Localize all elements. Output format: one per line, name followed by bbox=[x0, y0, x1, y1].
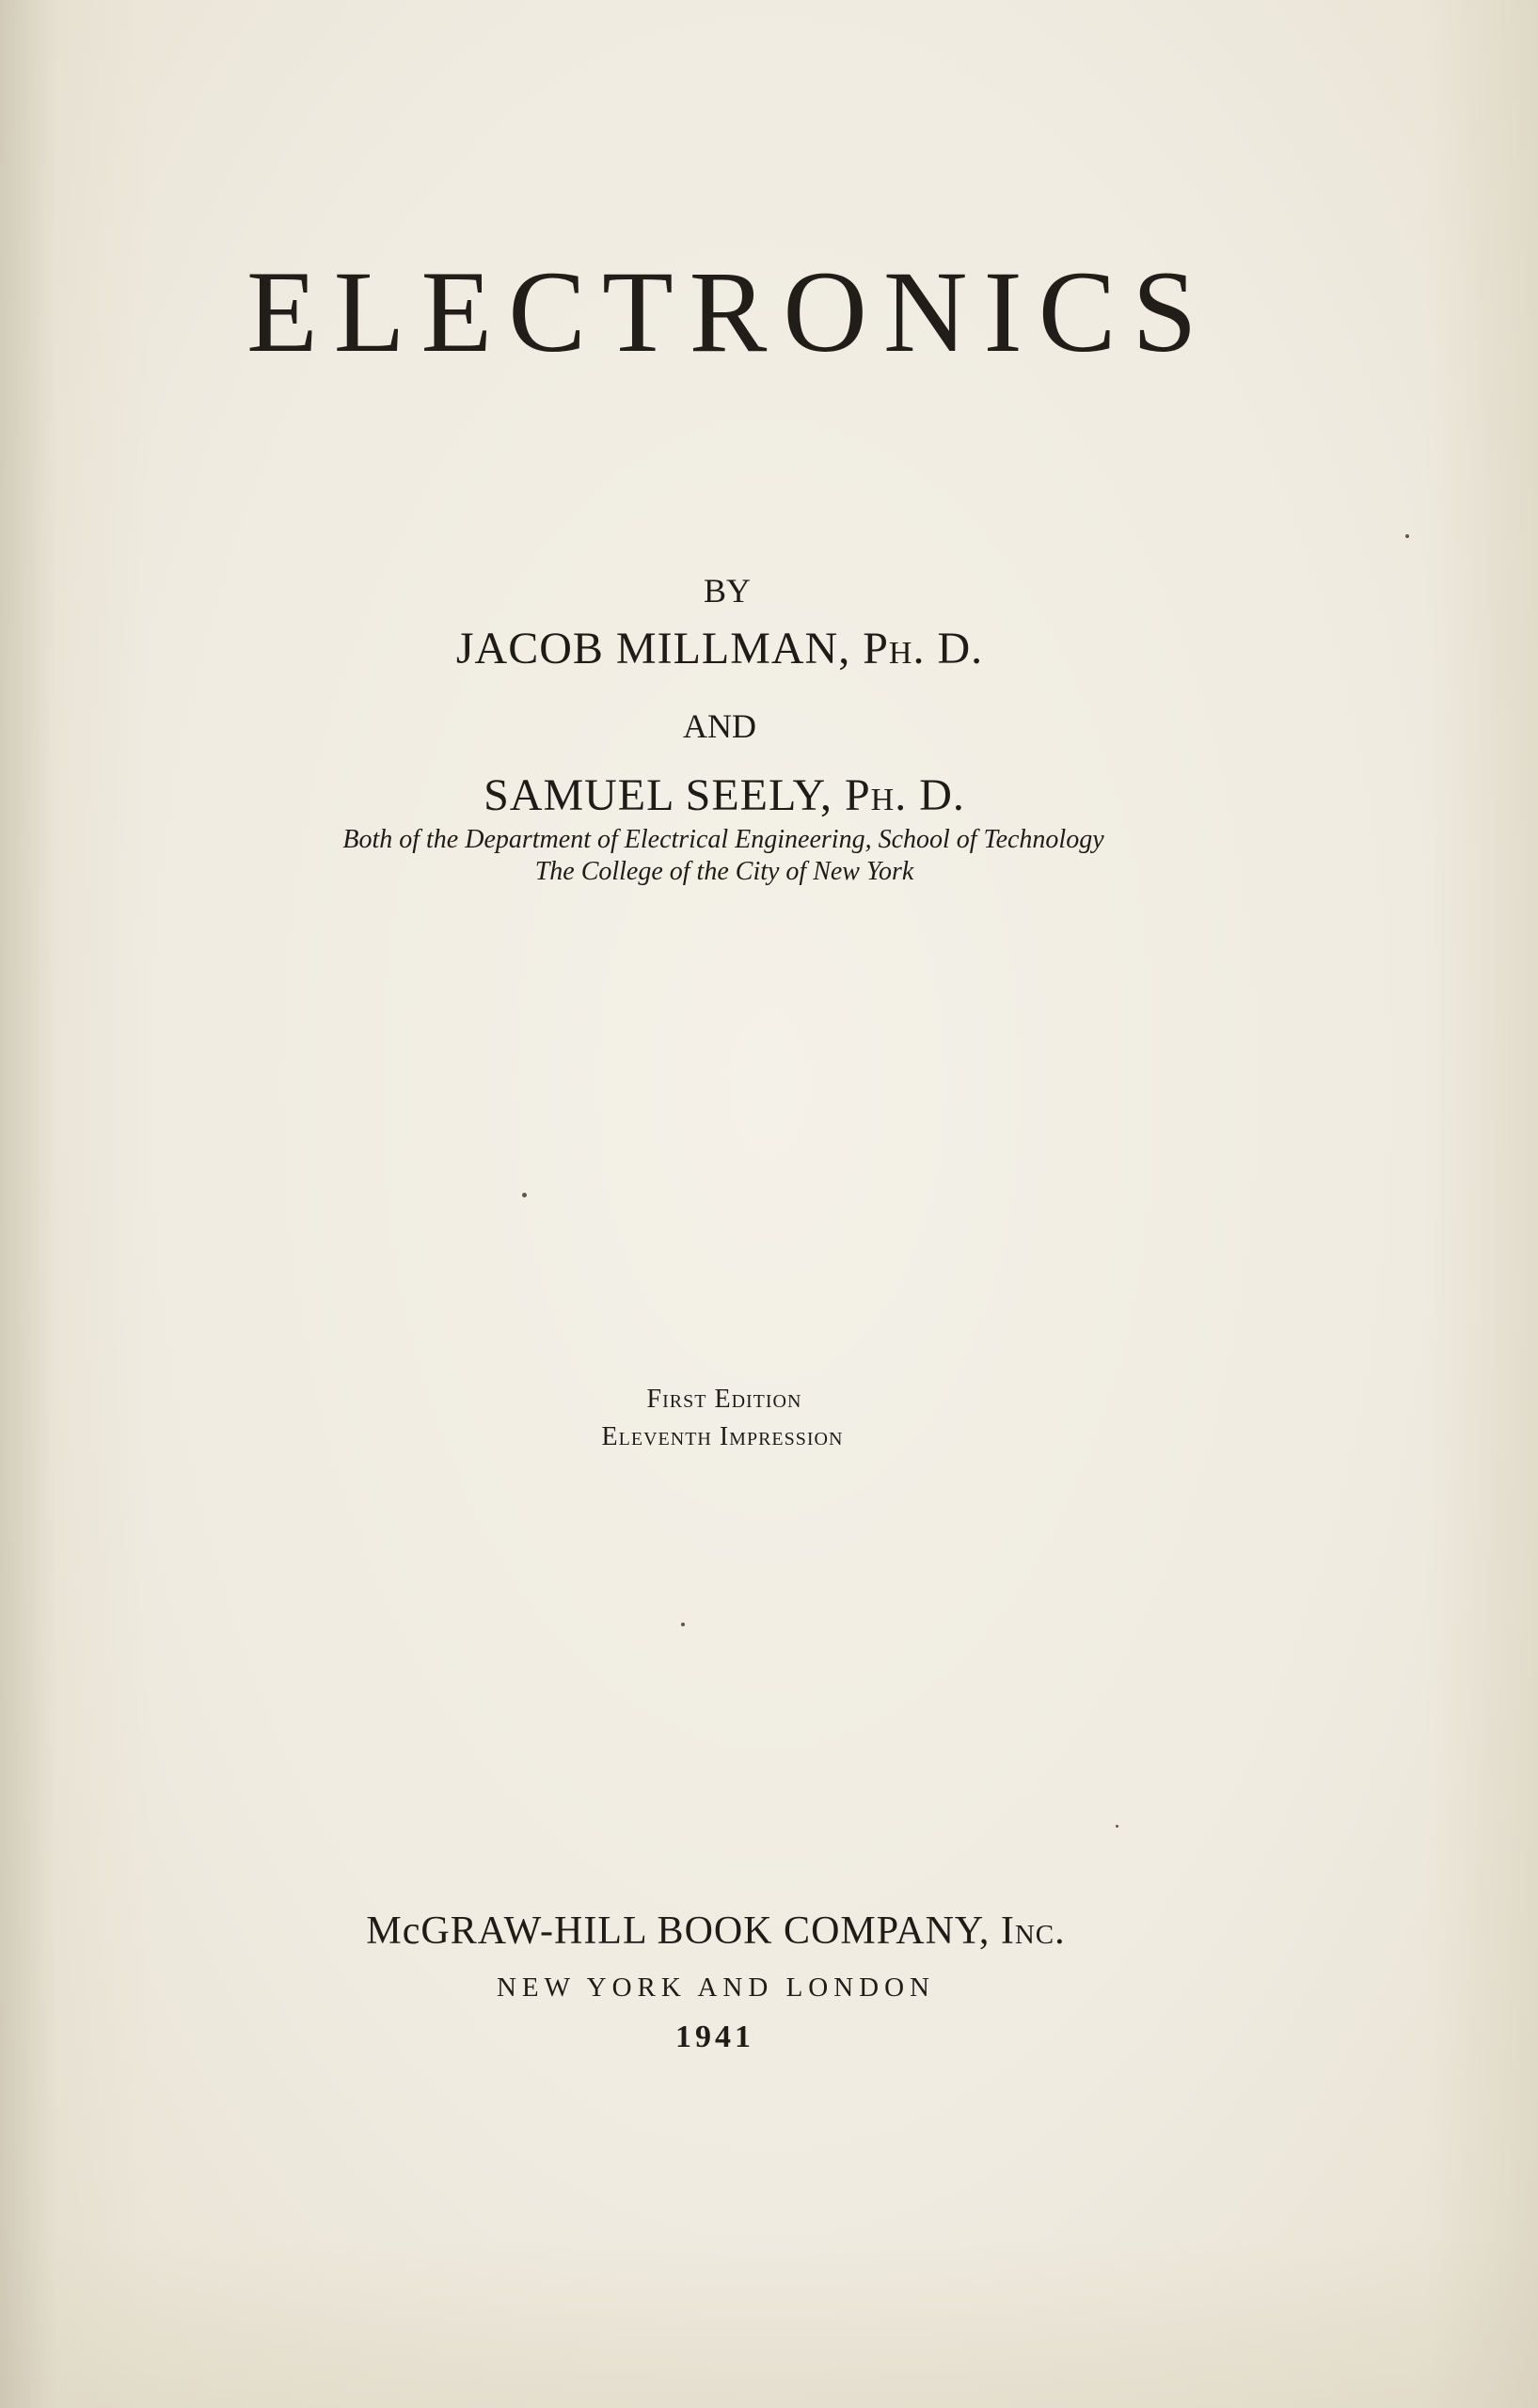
book-title: ELECTRONICS bbox=[246, 247, 1213, 376]
author-samuel-seely bbox=[461, 769, 988, 822]
paper-speck bbox=[681, 1623, 685, 1626]
author1-degree: Ph. D. bbox=[863, 624, 984, 673]
publication-year: 1941 bbox=[675, 2020, 754, 2054]
impression-line: Eleventh Impression bbox=[601, 1422, 844, 1451]
author2-degree: Ph. D. bbox=[844, 770, 965, 820]
byline: BY bbox=[703, 572, 751, 610]
publisher-name bbox=[335, 1908, 1097, 1955]
publisher-name-text: McGRAW-HILL BOOK COMPANY, bbox=[366, 1909, 1001, 1953]
paper-speck bbox=[1405, 534, 1409, 538]
affiliation-line-1: Both of the Department of Electrical Engineering, School of Technology bbox=[342, 825, 1104, 854]
author2-name: SAMUEL SEELY, bbox=[484, 770, 845, 820]
affiliation-line-2: The College of the City of New York bbox=[534, 857, 914, 886]
edition-line: First Edition bbox=[646, 1385, 802, 1414]
author-conjunction: AND bbox=[683, 707, 756, 745]
paper-speck bbox=[522, 1193, 527, 1197]
author-jacob-millman bbox=[452, 623, 988, 675]
publisher-place: NEW YORK AND LONDON bbox=[496, 1972, 935, 2003]
publisher-suffix: Inc. bbox=[1000, 1909, 1066, 1953]
author1-name: JACOB MILLMAN, bbox=[455, 624, 864, 673]
paper-speck bbox=[1116, 1825, 1118, 1828]
